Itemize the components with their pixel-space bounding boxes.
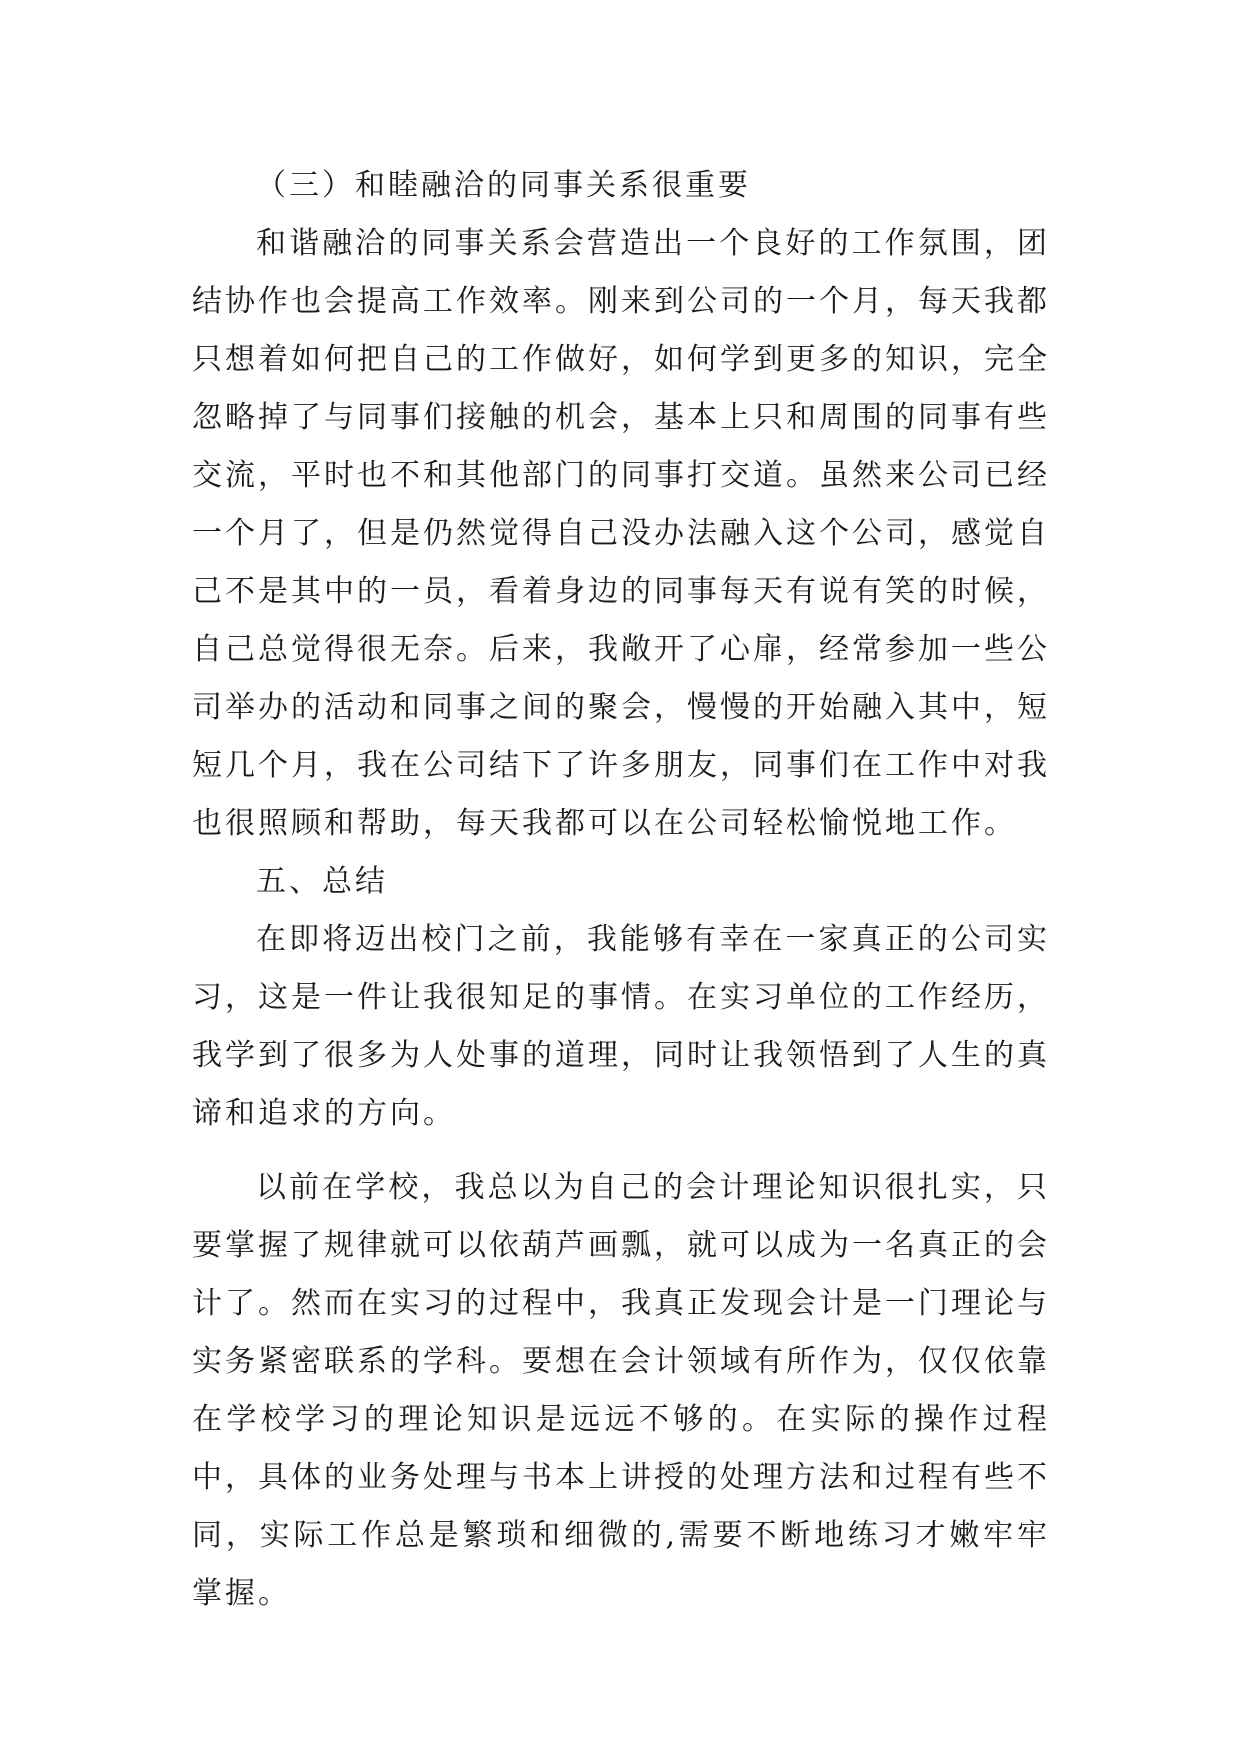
paragraph-accounting-practice: 以前在学校，我总以为自己的会计理论知识很扎实，只要掌握了规律就可以依葫芦画瓢，就可以成为一名真正的会计了。然而在实习的过程中，我真正发现会计是一门理论与实务紧密联系的学科。要想在会计领域有所作为，仅仅依靠在学校学习的理论知识是远远不够的。在实际的操作过程中，具体的业务处理与书本上讲授的处理方法和过程有些不同，实际工作总是繁琐和细微的,需要不断地练习才嫩牢牢掌握。 [192, 1170, 1050, 1611]
paragraph-colleague-relations: 和谐融洽的同事关系会营造出一个良好的工作氛围，团结协作也会提高工作效率。刚来到公司的一个月，每天我都只想着如何把自己的工作做好，如何学到更多的知识，完全忽略掉了与同事们接触的机会，基本上只和周围的同事有些交流，平时也不和其他部门的同事打交道。虽然来公司已经一个月了，但是仍然觉得自己没办法融入这个公司，感觉自己不是其中的一员，看着身边的同事每天有说有笑的时候，自己总觉得很无奈。后来，我敞开了心扉，经常参加一些公司举办的活动和同事之间的聚会，慢慢的开始融入其中，短短几个月，我在公司结下了许多朋友，同事们在工作中对我也很照顾和帮助，每天我都可以在公司轻松愉悦地工作。 [192, 226, 1050, 841]
section-heading-harmonious-relations: （三）和睦融洽的同事关系很重要 [256, 168, 751, 203]
section-heading-summary: 五、总结 [256, 864, 388, 899]
paragraph-internship-gratitude: 在即将迈出校门之前，我能够有幸在一家真正的公司实习，这是一件让我很知足的事情。在实习单位的工作经历，我学到了很多为人处事的道理，同时让我领悟到了人生的真谛和追求的方向。 [192, 922, 1050, 1131]
document-body [192, 157, 1050, 1623]
